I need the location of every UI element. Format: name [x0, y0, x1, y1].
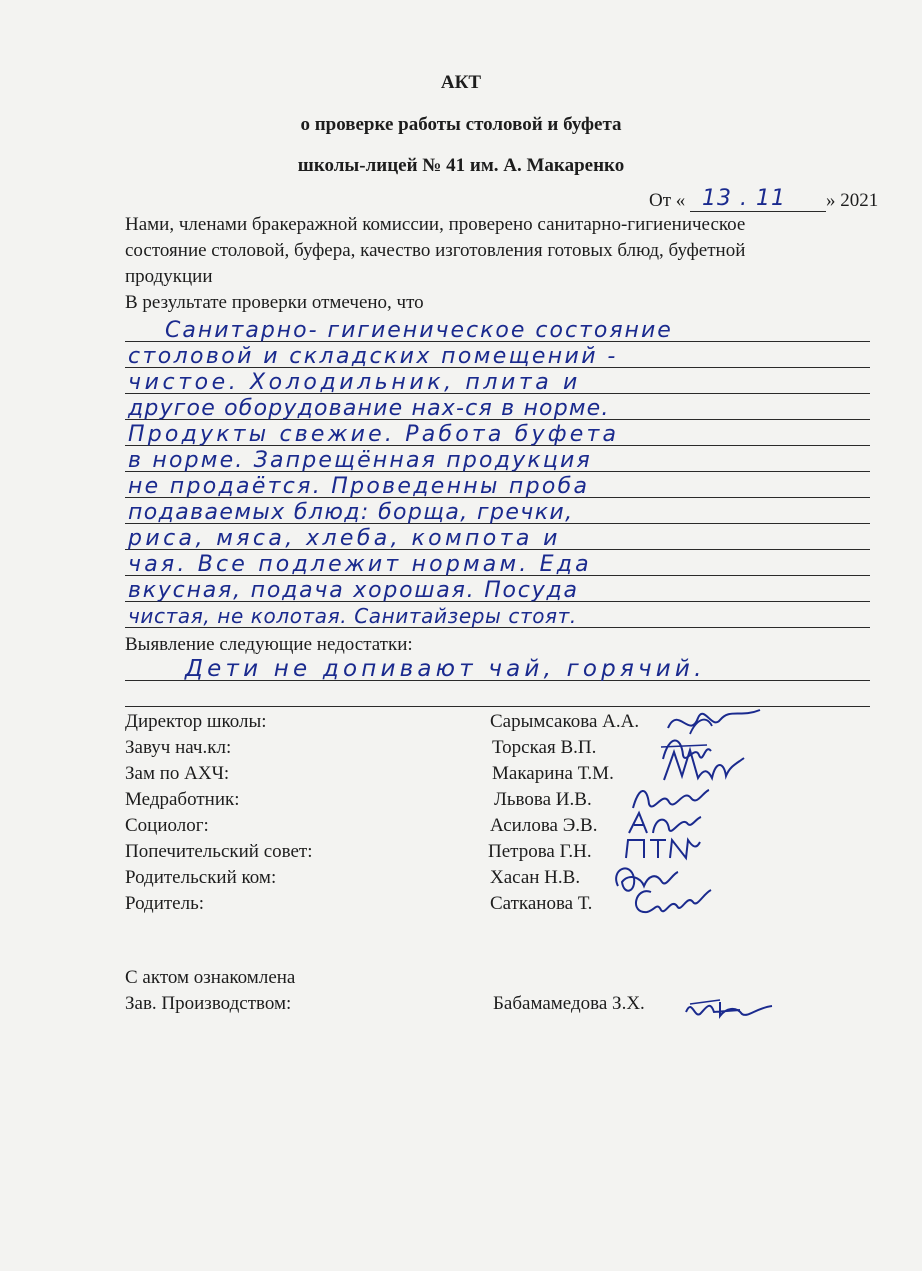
finding-line: Санитарно- гигиеническое состояние [165, 318, 673, 343]
ack-name: Бабамамедова З.Х. [493, 993, 645, 1014]
ack-line: С актом ознакомлена [125, 967, 296, 988]
signature-role: Родитель: [125, 893, 205, 914]
doc-title: АКТ [440, 72, 482, 93]
signature-name: Сатканова Т. [490, 893, 593, 914]
finding-line: Продукты свежие. Работа буфета [128, 422, 620, 447]
finding-line: чая. Все подлежит нормам. Еда [128, 552, 592, 577]
doc-subtitle-1: о проверке работы столовой и буфета [300, 114, 622, 135]
deficiencies-handwritten: Дети не допивают чай, горячий. [185, 656, 706, 682]
result-label: В результате проверки отмечено, что [125, 292, 424, 313]
signature-role: Попечительский совет: [125, 841, 313, 862]
finding-line: в норме. Запрещённая продукция [128, 448, 592, 473]
intro-line-1: Нами, членами бракеражной комиссии, проверено санитарно-гигиеническое [125, 214, 746, 235]
signature-role: Завуч нач.кл: [125, 737, 232, 758]
finding-line: чистое. Холодильник, плита и [128, 370, 581, 395]
signature-name: Макарина Т.М. [492, 763, 614, 784]
signature-role: Социолог: [125, 815, 209, 836]
signature-name: Сарымсакова А.А. [490, 711, 640, 732]
signature-name: Асилова Э.В. [490, 815, 598, 836]
signature-scribble-production-head [680, 988, 780, 1024]
signature-name: Петрова Г.Н. [488, 841, 592, 862]
signature-role: Родительский ком: [125, 867, 277, 888]
finding-line: риса, мяса, хлеба, компота и [128, 526, 561, 551]
finding-line: вкусная, подача хорошая. Посуда [128, 578, 579, 603]
signature-role: Медработник: [125, 789, 240, 810]
finding-line: не продаётся. Проведенны проба [128, 474, 590, 499]
date-handwritten: 13 . 11 [702, 186, 786, 211]
finding-line: чистая, не колотая. Санитайзеры стоят. [128, 604, 577, 628]
finding-line: столовой и складских помещений - [128, 344, 618, 369]
signature-name: Хасан Н.В. [490, 867, 581, 888]
intro-line-2: состояние столовой, буфера, качество изготовления готовых блюд, буфетной [125, 240, 746, 261]
doc-subtitle-2: школы-лицей № 41 им. А. Макаренко [297, 155, 625, 176]
ack-role: Зав. Производством: [125, 993, 292, 1014]
intro-line-3: продукции [125, 266, 213, 287]
signature-scribble-parent [625, 880, 715, 924]
signature-role: Директор школы: [125, 711, 267, 732]
finding-line: другое оборудование нах-ся в норме. [128, 396, 610, 421]
signature-name: Торская В.П. [492, 737, 597, 758]
signature-name: Львова И.В. [494, 789, 592, 810]
finding-line: подаваемых блюд: борща, гречки, [128, 500, 574, 525]
deficiencies-label: Выявление следующие недостатки: [125, 634, 413, 655]
date-underline [690, 211, 826, 212]
signature-role: Зам по АХЧ: [125, 763, 230, 784]
date-suffix: » 2021 [826, 190, 879, 211]
date-prefix: От « [649, 190, 686, 211]
